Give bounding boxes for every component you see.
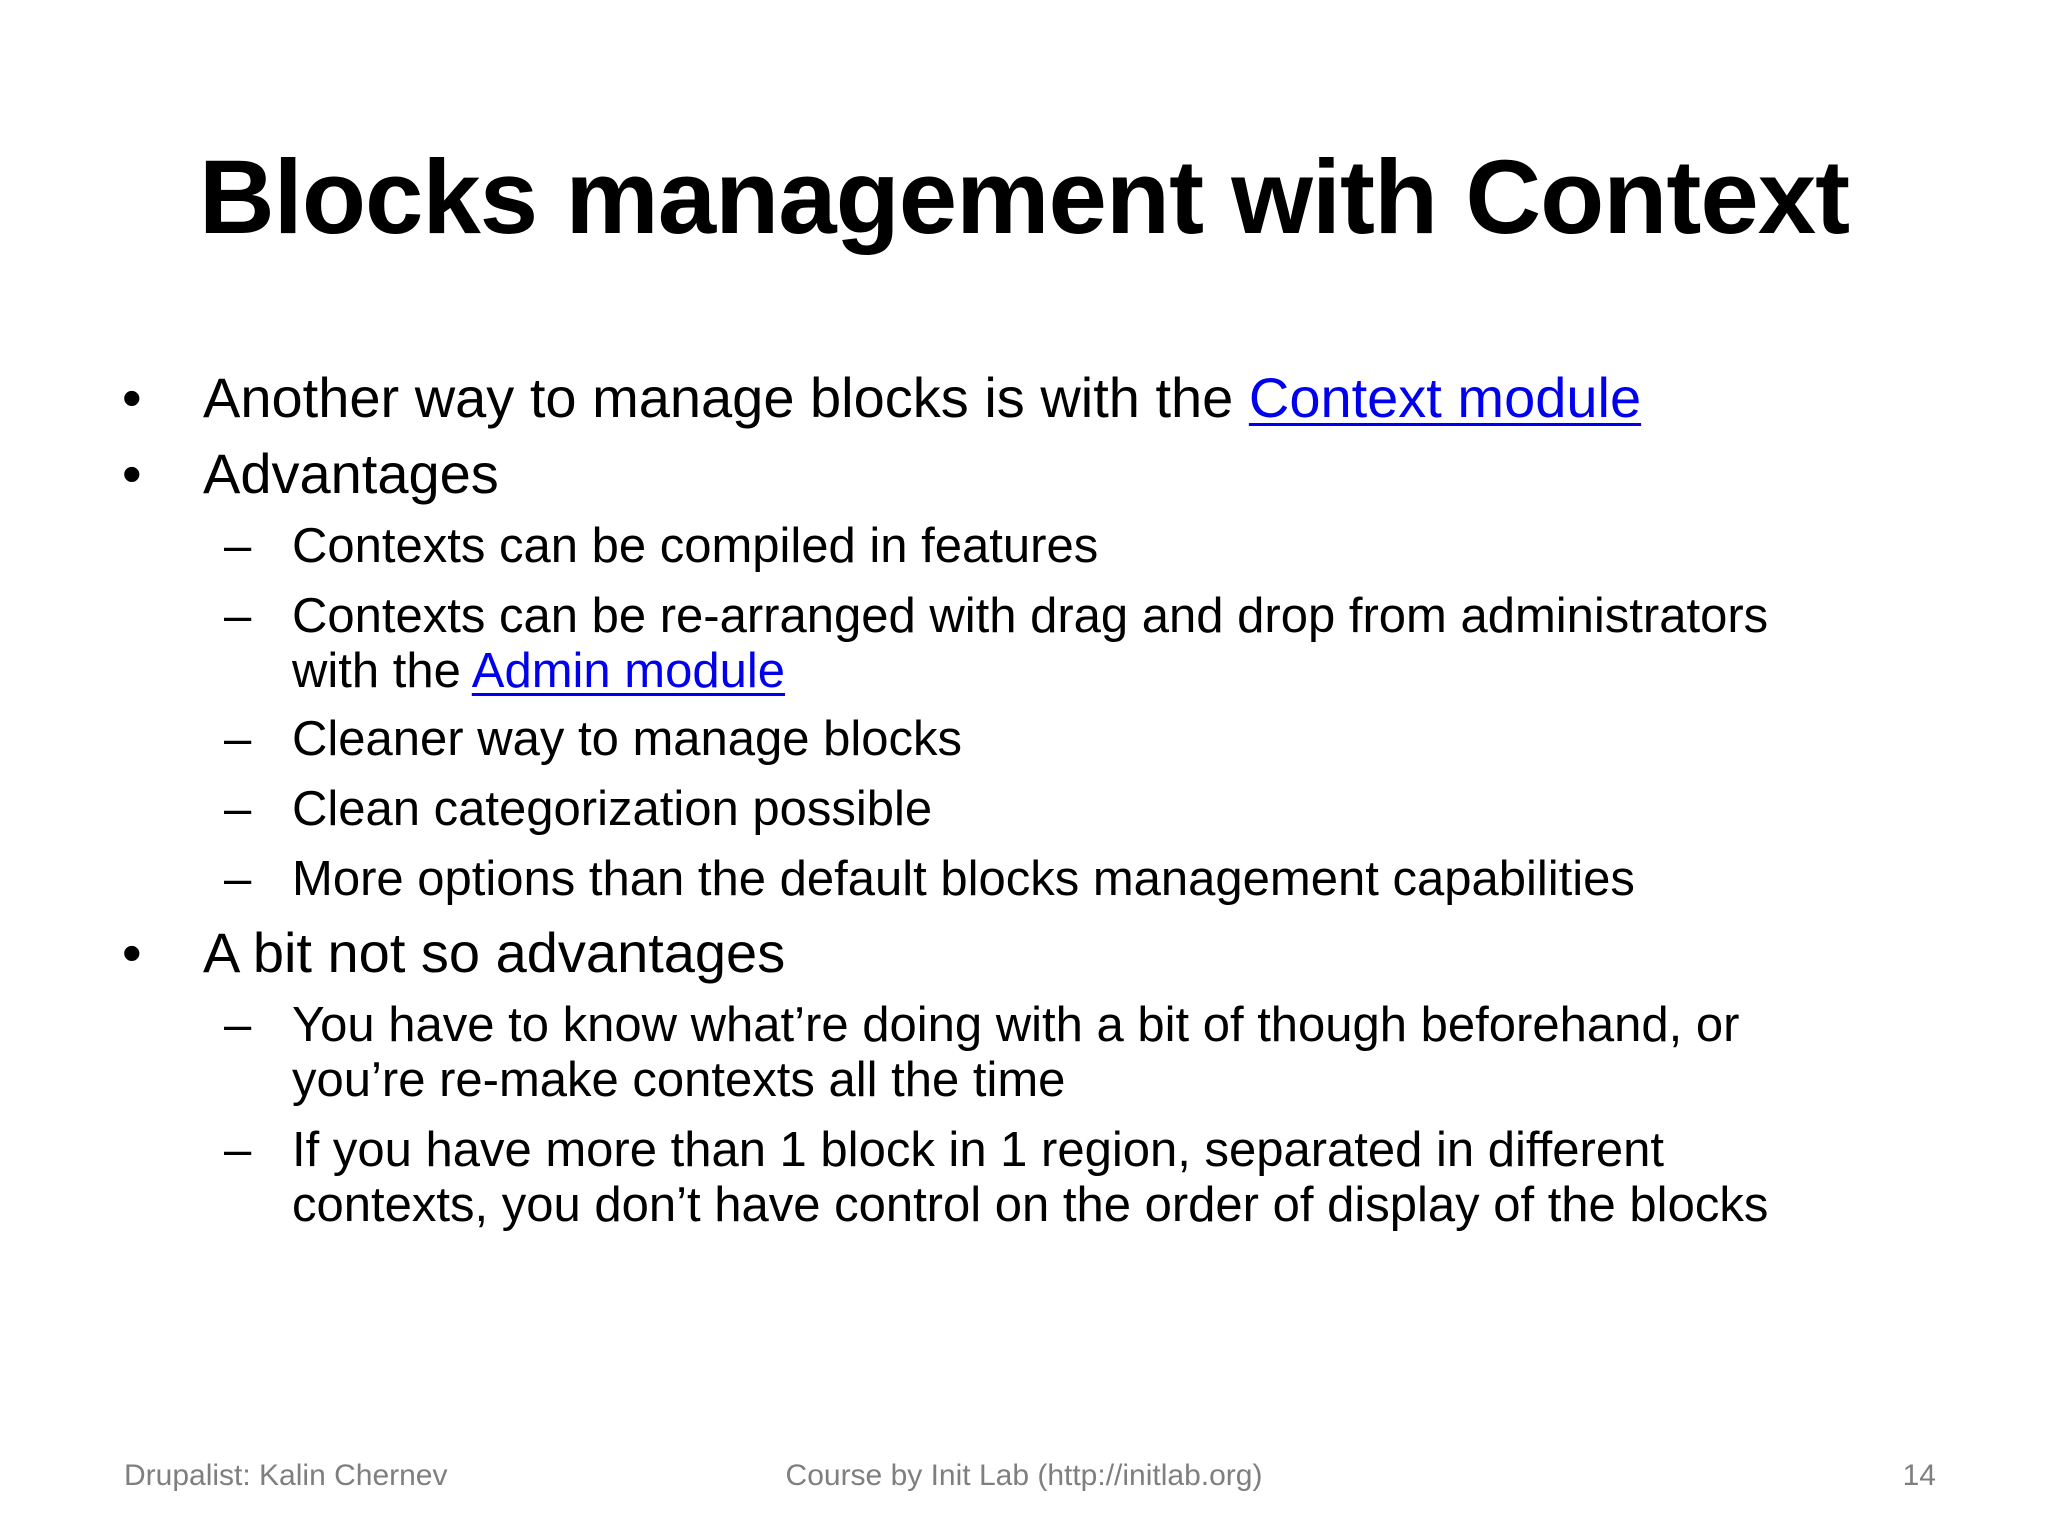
sub-item-text: You have to know what’re doing with a bit of though beforehand, or [292, 998, 1740, 1052]
sub-item-text: Clean categorization possible [292, 782, 933, 836]
bullet-text [203, 365, 1641, 431]
bullet-text-prefix: Another way to manage blocks is with the [203, 366, 1249, 429]
dash-marker: – [224, 782, 252, 836]
sub-item-text: Contexts can be re-arranged with drag and drop from administrators [292, 589, 1769, 643]
dash-marker: – [224, 519, 252, 573]
slide-number: 14 [1902, 1459, 1936, 1492]
sub-item-text: More options than the default blocks management capabilities [292, 852, 1635, 906]
dash-marker: – [224, 852, 252, 906]
slide-title: Blocks management with Context [198, 139, 1850, 256]
context-module-link[interactable]: Context module [1248, 366, 1642, 429]
bullet-text: A bit not so advantages [203, 921, 786, 984]
dash-marker: – [224, 589, 252, 643]
bullet-marker: • [122, 442, 142, 505]
bullet-marker: • [122, 366, 142, 429]
sub-item-text: If you have more than 1 block in 1 region, separated in different [292, 1123, 1664, 1177]
footer-author: Drupalist: Kalin Chernev [124, 1459, 448, 1492]
sub-item-text: Contexts can be compiled in features [292, 519, 1099, 573]
admin-module-link[interactable]: Admin module [471, 644, 785, 698]
footer-course: Course by Init Lab (http://initlab.org) [785, 1459, 1263, 1492]
dash-marker: – [224, 712, 252, 766]
sub-item-text-prefix: with the [292, 644, 472, 698]
sub-item-text: you’re re-make contexts all the time [292, 1053, 1066, 1107]
sub-item-text [292, 643, 785, 699]
dash-marker: – [224, 1123, 252, 1177]
bullet-marker: • [122, 921, 142, 984]
sub-item-text: Cleaner way to manage blocks [292, 712, 963, 766]
dash-marker: – [224, 998, 252, 1052]
sub-item-text: contexts, you don’t have control on the order of display of the blocks [292, 1178, 1769, 1232]
bullet-text: Advantages [203, 442, 499, 505]
